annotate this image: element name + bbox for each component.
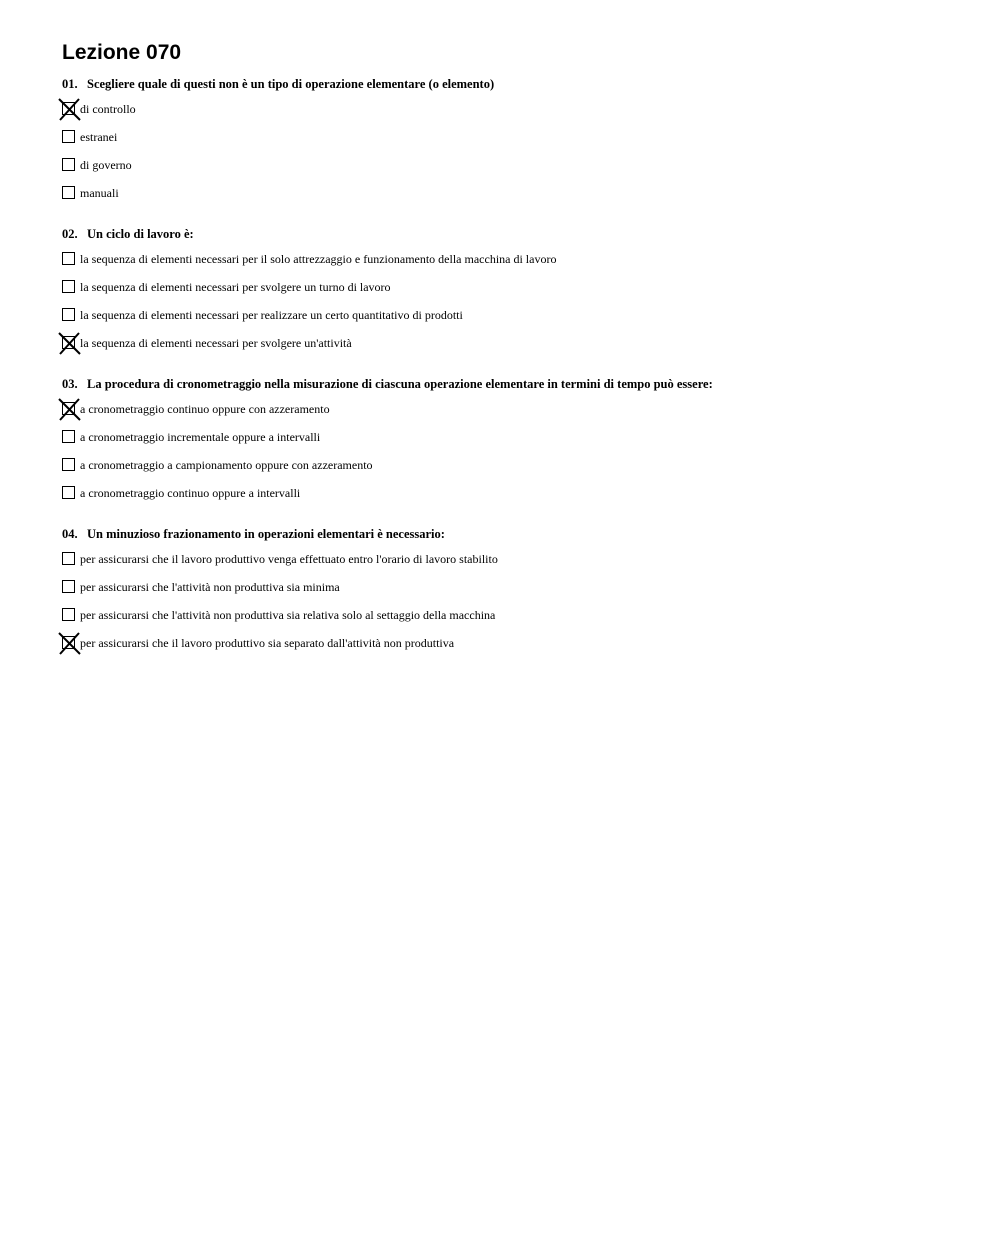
answer-text: per assicurarsi che l'attività non produttiva sia relativa solo al settaggio della macchina (80, 608, 496, 622)
answer-option[interactable] (62, 486, 962, 514)
question-text: Un minuzioso frazionamento in operazioni elementari è necessario: (87, 527, 445, 541)
checkbox[interactable] (62, 552, 75, 565)
cross-mark-icon (59, 633, 80, 654)
answer-option[interactable] (62, 608, 962, 636)
answer-text: la sequenza di elementi necessari per il solo attrezzaggio e funzionamento della macchina di lavoro (80, 252, 557, 266)
cross-mark-icon (59, 333, 80, 354)
question-text: Un ciclo di lavoro è: (87, 227, 194, 241)
answer-text: la sequenza di elementi necessari per svolgere un turno di lavoro (80, 280, 391, 294)
checkbox[interactable] (62, 186, 75, 199)
answer-option[interactable] (62, 458, 962, 486)
checkbox-checked[interactable] (62, 336, 75, 349)
checkbox[interactable] (62, 280, 75, 293)
answer-option[interactable] (62, 130, 962, 158)
answer-text: per assicurarsi che il lavoro produttivo venga effettuato entro l'orario di lavoro stabilito (80, 552, 498, 566)
question-03 (62, 376, 962, 514)
checkbox[interactable] (62, 308, 75, 321)
question-heading (62, 526, 962, 542)
question-heading (62, 76, 962, 92)
answer-text: per assicurarsi che il lavoro produttivo sia separato dall'attività non produttiva (80, 636, 455, 650)
answer-option[interactable] (62, 402, 962, 430)
checkbox[interactable] (62, 130, 75, 143)
question-text: Scegliere quale di questi non è un tipo di operazione elementare (o elemento) (87, 77, 495, 91)
document-page (62, 40, 962, 676)
checkbox[interactable] (62, 580, 75, 593)
question-heading (62, 226, 962, 242)
checkbox-checked[interactable] (62, 402, 75, 415)
answer-text: a cronometraggio continuo oppure con azzeramento (80, 402, 330, 416)
answer-text: manuali (80, 186, 119, 200)
answer-text: la sequenza di elementi necessari per svolgere un'attività (80, 336, 352, 350)
question-number: 04. (62, 527, 78, 541)
answer-option[interactable] (62, 186, 962, 214)
answer-text: estranei (80, 130, 118, 144)
checkbox-checked[interactable] (62, 636, 75, 649)
question-number: 03. (62, 377, 78, 391)
page-title: Lezione 070 (62, 41, 182, 64)
answer-option[interactable] (62, 636, 962, 664)
answer-option[interactable] (62, 430, 962, 458)
question-04 (62, 526, 962, 664)
question-text: La procedura di cronometraggio nella misurazione di ciascuna operazione elementare in termini di tempo può essere: (87, 377, 713, 391)
checkbox[interactable] (62, 158, 75, 171)
answer-option[interactable] (62, 252, 962, 280)
answer-option[interactable] (62, 580, 962, 608)
question-heading (62, 376, 962, 392)
checkbox[interactable] (62, 458, 75, 471)
answer-text: a cronometraggio incrementale oppure a intervalli (80, 430, 321, 444)
answer-text: la sequenza di elementi necessari per realizzare un certo quantitativo di prodotti (80, 308, 463, 322)
answer-option[interactable] (62, 102, 962, 130)
answer-option[interactable] (62, 280, 962, 308)
checkbox[interactable] (62, 252, 75, 265)
checkbox[interactable] (62, 608, 75, 621)
answer-option[interactable] (62, 552, 962, 580)
cross-mark-icon (59, 99, 80, 120)
question-01 (62, 76, 962, 214)
question-number: 02. (62, 227, 78, 241)
answer-text: di governo (80, 158, 132, 172)
answer-text: a cronometraggio continuo oppure a intervalli (80, 486, 301, 500)
answer-text: per assicurarsi che l'attività non produttiva sia minima (80, 580, 340, 594)
question-number: 01. (62, 77, 78, 91)
cross-mark-icon (59, 399, 80, 420)
answer-text: a cronometraggio a campionamento oppure con azzeramento (80, 458, 373, 472)
checkbox[interactable] (62, 486, 75, 499)
question-02 (62, 226, 962, 364)
checkbox-checked[interactable] (62, 102, 75, 115)
checkbox[interactable] (62, 430, 75, 443)
answer-option[interactable] (62, 308, 962, 336)
answer-text: di controllo (80, 102, 136, 116)
answer-option[interactable] (62, 336, 962, 364)
answer-option[interactable] (62, 158, 962, 186)
